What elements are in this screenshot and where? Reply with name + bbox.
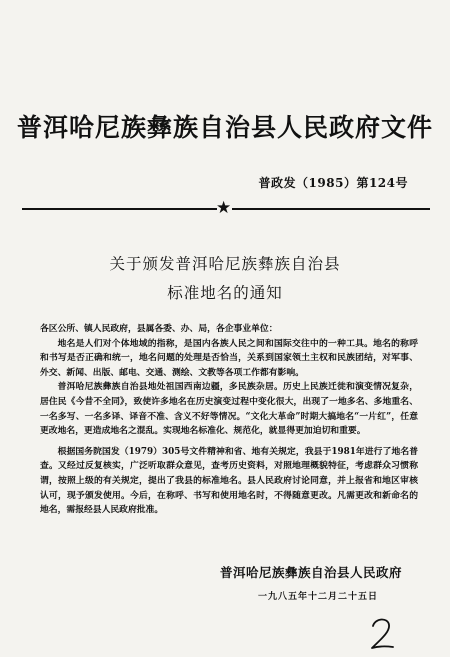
notice-body xyxy=(40,322,418,518)
document-header-title: 普洱哈尼族彝族自治县人民政府文件 xyxy=(16,113,433,142)
body-paragraph-2: 普洱哈尼族彝族自治县地处祖国西南边疆，多民族杂居。历史上民族迁徙和演变情况复杂，居住民《今昔不全同》，致使许多地名在历史演变过程中变化很大，出现了一地多名、多地重名、一名多写、一名多译、译音不准、含义不好等情况。“文化大革命”时期大搞地名“一片红”，任意更改地名，更造成地名之混乱。实现地名标准化、规范化，就显得更加迫切和重要。 xyxy=(40,382,418,437)
issuing-authority: 普洱哈尼族彝族自治县人民政府 xyxy=(219,565,402,580)
handwritten-page-number xyxy=(368,615,396,651)
header-rule-left xyxy=(22,208,217,210)
document-number: 普政发（1985）第124号 xyxy=(258,176,408,190)
header-rule-right xyxy=(232,208,430,210)
salutation: 各区公所、镇人民政府，县属各委、办、局，各企事业单位： xyxy=(40,324,278,334)
notice-title-line2: 标准地名的通知 xyxy=(167,284,283,302)
body-paragraph-1: 地名是人们对个体地域的指称，是国内各族人民之间和国际交往中的一种工具。地名的称呼和书写是否正确和统一，地名问题的处理是否恰当，关系到国家领土主权和民族团结，对军事、外交、新闻、出版、邮电、交通、测绘、文教等各项工作都有影响。 xyxy=(40,338,418,378)
star-icon: ★ xyxy=(216,198,232,218)
body-paragraph-3: 根据国务院国发（1979）305号文件精神和省、地有关规定，我县于1981年进行了地名普查。又经过反复核实，广泛听取群众意见，查考历史资料，对照地理概貌特征，考虑群众习惯称谓，按照上级的有关规定，提出了我县的标准地名。县人民政府讨论同意，并上报省和地区审核认可，现予颁发使用。今后，在称呼、书写和使用地名时，不得随意更改。凡需更改和新命名的地名，需报经县人民政府批准。 xyxy=(40,446,418,516)
issue-date: 一九八五年十二月二十五日 xyxy=(257,592,378,602)
notice-title-line1: 关于颁发普洱哈尼族彝族自治县 xyxy=(109,255,341,273)
